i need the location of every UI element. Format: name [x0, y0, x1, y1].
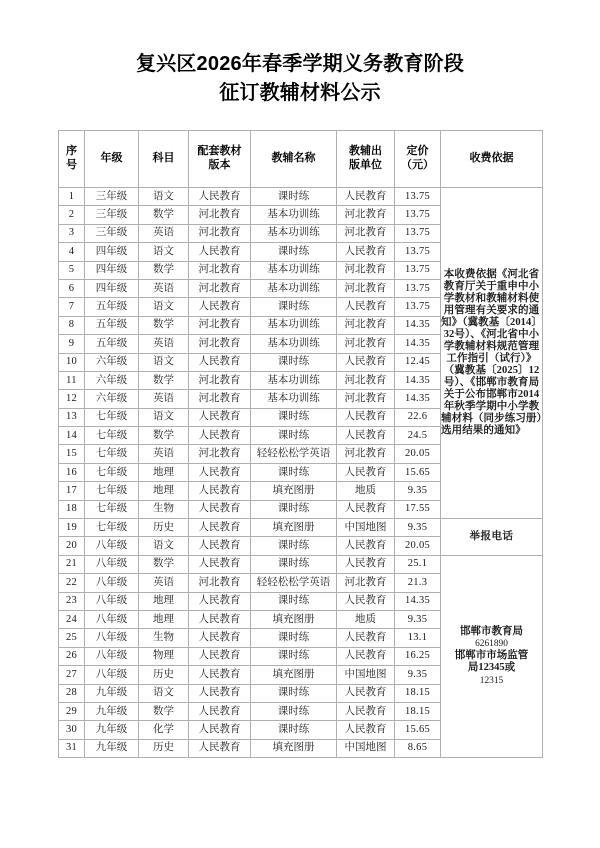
cell-grade: 六年级 [85, 390, 139, 408]
cell-material-name: 课时练 [251, 684, 337, 702]
cell-material-name: 基本功训练 [251, 279, 337, 297]
cell-textbook-version: 人民教育 [189, 482, 251, 500]
cell-textbook-version: 河北教育 [189, 390, 251, 408]
cell-subject: 英语 [139, 390, 189, 408]
cell-price: 16.25 [395, 647, 441, 665]
cell-grade: 五年级 [85, 335, 139, 353]
cell-textbook-version: 人民教育 [189, 647, 251, 665]
cell-subject: 语文 [139, 243, 189, 261]
cell-material-name: 课时练 [251, 555, 337, 573]
cell-grade: 七年级 [85, 427, 139, 445]
column-header-publisher-line2: 版单位 [349, 159, 382, 171]
cell-subject: 数学 [139, 316, 189, 334]
cell-grade: 九年级 [85, 702, 139, 720]
cell-material-name: 轻轻松松学英语 [251, 445, 337, 463]
cell-index: 19 [59, 519, 85, 537]
cell-subject: 历史 [139, 519, 189, 537]
cell-publisher: 河北教育 [337, 261, 395, 279]
cell-material-name: 课时练 [251, 592, 337, 610]
cell-grade: 八年级 [85, 555, 139, 573]
cell-index: 26 [59, 647, 85, 665]
cell-textbook-version: 人民教育 [189, 555, 251, 573]
cell-material-name: 基本功训练 [251, 206, 337, 224]
cell-index: 10 [59, 353, 85, 371]
cell-publisher: 中国地图 [337, 519, 395, 537]
page-title-line-2: 征订教辅材料公示 [219, 82, 381, 104]
cell-price: 13.75 [395, 243, 441, 261]
cell-subject: 数学 [139, 261, 189, 279]
cell-textbook-version: 河北教育 [189, 279, 251, 297]
cell-textbook-version: 河北教育 [189, 574, 251, 592]
cell-price: 15.65 [395, 463, 441, 481]
phone-line-3: 邯郸市市场监管 [454, 650, 529, 662]
cell-grade: 九年级 [85, 684, 139, 702]
cell-grade: 八年级 [85, 537, 139, 555]
cell-grade: 四年级 [85, 261, 139, 279]
cell-index: 24 [59, 610, 85, 628]
cell-price: 9.35 [395, 482, 441, 500]
cell-textbook-version: 人民教育 [189, 243, 251, 261]
cell-material-name: 课时练 [251, 427, 337, 445]
cell-publisher: 河北教育 [337, 335, 395, 353]
cell-subject: 地理 [139, 592, 189, 610]
cell-index: 16 [59, 463, 85, 481]
cell-publisher: 河北教育 [337, 224, 395, 242]
cell-publisher: 中国地图 [337, 666, 395, 684]
cell-publisher: 河北教育 [337, 390, 395, 408]
report-phone-numbers [441, 555, 543, 757]
cell-material-name: 基本功训练 [251, 371, 337, 389]
cell-material-name: 填充图册 [251, 739, 337, 757]
cell-subject: 地理 [139, 610, 189, 628]
cell-index: 14 [59, 427, 85, 445]
cell-publisher: 中国地图 [337, 739, 395, 757]
cell-subject: 生物 [139, 500, 189, 518]
cell-index: 6 [59, 279, 85, 297]
cell-publisher: 河北教育 [337, 279, 395, 297]
cell-material-name: 课时练 [251, 188, 337, 206]
phone-line-5: 12315 [479, 675, 504, 686]
cell-textbook-version: 人民教育 [189, 463, 251, 481]
cell-subject: 历史 [139, 666, 189, 684]
cell-subject: 英语 [139, 574, 189, 592]
cell-material-name: 课时练 [251, 537, 337, 555]
cell-publisher: 人民教育 [337, 427, 395, 445]
cell-subject: 地理 [139, 482, 189, 500]
cell-textbook-version: 人民教育 [189, 427, 251, 445]
cell-textbook-version: 人民教育 [189, 629, 251, 647]
cell-textbook-version: 人民教育 [189, 721, 251, 739]
cell-subject: 数学 [139, 371, 189, 389]
cell-index: 22 [59, 574, 85, 592]
cell-index: 23 [59, 592, 85, 610]
cell-material-name: 基本功训练 [251, 224, 337, 242]
column-header-price-line2: （元） [401, 159, 434, 171]
cell-subject: 语文 [139, 408, 189, 426]
cell-price: 15.65 [395, 721, 441, 739]
cell-textbook-version: 河北教育 [189, 371, 251, 389]
cell-publisher: 人民教育 [337, 243, 395, 261]
cell-publisher: 河北教育 [337, 574, 395, 592]
fee-basis-cell: 本收费依据《河北省教育厅关于重申中小学教材和教辅材料使用管理有关要求的通知》（冀教基〔2014〕32号）、《河北省中小学教辅材料规范管理工作指引（试行）》（冀教基〔2025〕12号）、《邯郸市教育局关于公布邯郸市2014年秋季学期中小学教辅材料（同步练习册）选用结果的通知》 [441, 188, 543, 519]
cell-index: 11 [59, 371, 85, 389]
cell-price: 9.35 [395, 666, 441, 684]
cell-publisher: 地质 [337, 610, 395, 628]
cell-grade: 九年级 [85, 739, 139, 757]
cell-textbook-version: 人民教育 [189, 592, 251, 610]
cell-textbook-version: 河北教育 [189, 206, 251, 224]
cell-grade: 五年级 [85, 298, 139, 316]
page-title-line-1: 复兴区2026年春季学期义务教育阶段 [135, 53, 465, 75]
table-header-row [59, 131, 543, 188]
table-row [59, 555, 543, 573]
cell-index: 17 [59, 482, 85, 500]
cell-material-name: 轻轻松松学英语 [251, 574, 337, 592]
cell-subject: 历史 [139, 739, 189, 757]
cell-grade: 八年级 [85, 647, 139, 665]
cell-price: 25.1 [395, 555, 441, 573]
cell-price: 13.75 [395, 298, 441, 316]
cell-subject: 语文 [139, 188, 189, 206]
cell-subject: 地理 [139, 463, 189, 481]
cell-price: 14.35 [395, 390, 441, 408]
column-header-index-line2: 号 [66, 159, 77, 171]
cell-publisher: 人民教育 [337, 684, 395, 702]
cell-material-name: 基本功训练 [251, 335, 337, 353]
cell-material-name: 填充图册 [251, 519, 337, 537]
cell-textbook-version: 河北教育 [189, 224, 251, 242]
cell-publisher: 人民教育 [337, 537, 395, 555]
cell-material-name: 课时练 [251, 298, 337, 316]
cell-textbook-version: 人民教育 [189, 610, 251, 628]
cell-grade: 七年级 [85, 519, 139, 537]
cell-price: 12.45 [395, 353, 441, 371]
column-header-textbook-version [189, 131, 251, 188]
cell-price: 13.1 [395, 629, 441, 647]
cell-index: 2 [59, 206, 85, 224]
page-title [0, 0, 600, 108]
cell-price: 14.35 [395, 316, 441, 334]
cell-grade: 三年级 [85, 224, 139, 242]
cell-material-name: 课时练 [251, 463, 337, 481]
cell-price: 20.05 [395, 537, 441, 555]
cell-price: 13.75 [395, 188, 441, 206]
cell-index: 9 [59, 335, 85, 353]
cell-material-name: 课时练 [251, 702, 337, 720]
cell-subject: 语文 [139, 684, 189, 702]
cell-index: 4 [59, 243, 85, 261]
cell-textbook-version: 人民教育 [189, 353, 251, 371]
table-body [59, 188, 543, 758]
cell-material-name: 基本功训练 [251, 316, 337, 334]
column-header-price [395, 131, 441, 188]
cell-index: 3 [59, 224, 85, 242]
cell-index: 27 [59, 666, 85, 684]
cell-material-name: 课时练 [251, 353, 337, 371]
cell-grade: 八年级 [85, 610, 139, 628]
column-header-publisher [337, 131, 395, 188]
cell-material-name: 课时练 [251, 629, 337, 647]
cell-grade: 六年级 [85, 353, 139, 371]
cell-material-name: 课时练 [251, 647, 337, 665]
cell-material-name: 填充图册 [251, 610, 337, 628]
cell-grade: 七年级 [85, 482, 139, 500]
cell-textbook-version: 人民教育 [189, 684, 251, 702]
cell-material-name: 基本功训练 [251, 261, 337, 279]
cell-grade: 三年级 [85, 206, 139, 224]
cell-subject: 数学 [139, 555, 189, 573]
column-header-index [59, 131, 85, 188]
cell-price: 18.15 [395, 702, 441, 720]
cell-subject: 数学 [139, 427, 189, 445]
materials-table [58, 130, 543, 758]
cell-index: 18 [59, 500, 85, 518]
cell-material-name: 课时练 [251, 408, 337, 426]
cell-price: 13.75 [395, 224, 441, 242]
cell-grade: 九年级 [85, 721, 139, 739]
cell-publisher: 河北教育 [337, 371, 395, 389]
cell-grade: 八年级 [85, 592, 139, 610]
cell-subject: 英语 [139, 445, 189, 463]
cell-publisher: 河北教育 [337, 445, 395, 463]
cell-index: 28 [59, 684, 85, 702]
cell-publisher: 人民教育 [337, 408, 395, 426]
cell-subject: 数学 [139, 702, 189, 720]
column-header-material-name: 教辅名称 [251, 131, 337, 188]
cell-subject: 化学 [139, 721, 189, 739]
cell-price: 13.75 [395, 206, 441, 224]
column-header-publisher-line1: 教辅出 [349, 145, 382, 158]
cell-publisher: 人民教育 [337, 188, 395, 206]
column-header-version-line1: 配套教材 [197, 145, 242, 158]
cell-textbook-version: 人民教育 [189, 537, 251, 555]
cell-textbook-version: 人民教育 [189, 408, 251, 426]
cell-grade: 四年级 [85, 243, 139, 261]
cell-publisher: 人民教育 [337, 353, 395, 371]
cell-price: 17.55 [395, 500, 441, 518]
cell-grade: 六年级 [85, 371, 139, 389]
cell-price: 18.15 [395, 684, 441, 702]
cell-index: 30 [59, 721, 85, 739]
cell-textbook-version: 河北教育 [189, 261, 251, 279]
materials-table-container [58, 130, 542, 758]
cell-material-name: 课时练 [251, 243, 337, 261]
cell-subject: 英语 [139, 279, 189, 297]
cell-publisher: 人民教育 [337, 463, 395, 481]
cell-index: 29 [59, 702, 85, 720]
cell-grade: 四年级 [85, 279, 139, 297]
cell-publisher: 人民教育 [337, 721, 395, 739]
cell-publisher: 人民教育 [337, 592, 395, 610]
cell-textbook-version: 人民教育 [189, 298, 251, 316]
cell-grade: 五年级 [85, 316, 139, 334]
cell-material-name: 填充图册 [251, 482, 337, 500]
cell-publisher: 人民教育 [337, 702, 395, 720]
cell-price: 9.35 [395, 519, 441, 537]
cell-price: 13.75 [395, 279, 441, 297]
column-header-price-line1: 定价 [406, 145, 429, 158]
cell-subject: 数学 [139, 206, 189, 224]
cell-index: 21 [59, 555, 85, 573]
cell-textbook-version: 人民教育 [189, 666, 251, 684]
cell-subject: 生物 [139, 629, 189, 647]
cell-price: 22.6 [395, 408, 441, 426]
cell-publisher: 地质 [337, 482, 395, 500]
cell-material-name: 课时练 [251, 500, 337, 518]
cell-price: 14.35 [395, 371, 441, 389]
cell-price: 24.5 [395, 427, 441, 445]
cell-publisher: 人民教育 [337, 647, 395, 665]
cell-subject: 语文 [139, 298, 189, 316]
cell-textbook-version: 人民教育 [189, 519, 251, 537]
cell-index: 31 [59, 739, 85, 757]
cell-price: 8.65 [395, 739, 441, 757]
cell-index: 7 [59, 298, 85, 316]
cell-textbook-version: 人民教育 [189, 739, 251, 757]
phone-line-1: 邯郸市教育局 [460, 626, 523, 638]
phone-line-2: 6261890 [475, 639, 508, 650]
cell-index: 13 [59, 408, 85, 426]
cell-grade: 八年级 [85, 574, 139, 592]
cell-subject: 语文 [139, 353, 189, 371]
cell-index: 1 [59, 188, 85, 206]
cell-textbook-version: 人民教育 [189, 188, 251, 206]
cell-publisher: 人民教育 [337, 629, 395, 647]
cell-textbook-version: 河北教育 [189, 316, 251, 334]
cell-grade: 七年级 [85, 445, 139, 463]
cell-index: 8 [59, 316, 85, 334]
cell-price: 9.35 [395, 610, 441, 628]
cell-grade: 三年级 [85, 188, 139, 206]
cell-publisher: 河北教育 [337, 316, 395, 334]
cell-price: 14.35 [395, 592, 441, 610]
cell-price: 20.05 [395, 445, 441, 463]
cell-index: 12 [59, 390, 85, 408]
cell-index: 25 [59, 629, 85, 647]
cell-price: 21.3 [395, 574, 441, 592]
cell-publisher: 人民教育 [337, 555, 395, 573]
cell-subject: 英语 [139, 335, 189, 353]
cell-material-name: 课时练 [251, 721, 337, 739]
table-row [59, 188, 543, 206]
cell-textbook-version: 人民教育 [189, 500, 251, 518]
cell-textbook-version: 河北教育 [189, 335, 251, 353]
column-header-index-line1: 序 [66, 145, 77, 158]
cell-publisher: 人民教育 [337, 298, 395, 316]
cell-grade: 七年级 [85, 500, 139, 518]
cell-subject: 英语 [139, 224, 189, 242]
cell-index: 15 [59, 445, 85, 463]
column-header-fee-basis: 收费依据 [441, 131, 543, 188]
column-header-subject: 科目 [139, 131, 189, 188]
cell-material-name: 基本功训练 [251, 390, 337, 408]
column-header-version-line2: 版本 [208, 159, 231, 171]
table-row [59, 519, 543, 537]
cell-price: 13.75 [395, 261, 441, 279]
cell-index: 20 [59, 537, 85, 555]
cell-index: 5 [59, 261, 85, 279]
cell-grade: 八年级 [85, 666, 139, 684]
report-phone-label: 举报电话 [441, 519, 543, 556]
column-header-grade: 年级 [85, 131, 139, 188]
cell-grade: 八年级 [85, 629, 139, 647]
cell-textbook-version: 人民教育 [189, 702, 251, 720]
phone-line-4: 局12345或 [467, 662, 516, 674]
cell-grade: 七年级 [85, 408, 139, 426]
cell-subject: 语文 [139, 537, 189, 555]
cell-grade: 七年级 [85, 463, 139, 481]
cell-publisher: 人民教育 [337, 500, 395, 518]
cell-material-name: 填充图册 [251, 666, 337, 684]
cell-textbook-version: 河北教育 [189, 445, 251, 463]
cell-publisher: 河北教育 [337, 206, 395, 224]
cell-price: 14.35 [395, 335, 441, 353]
cell-subject: 物理 [139, 647, 189, 665]
